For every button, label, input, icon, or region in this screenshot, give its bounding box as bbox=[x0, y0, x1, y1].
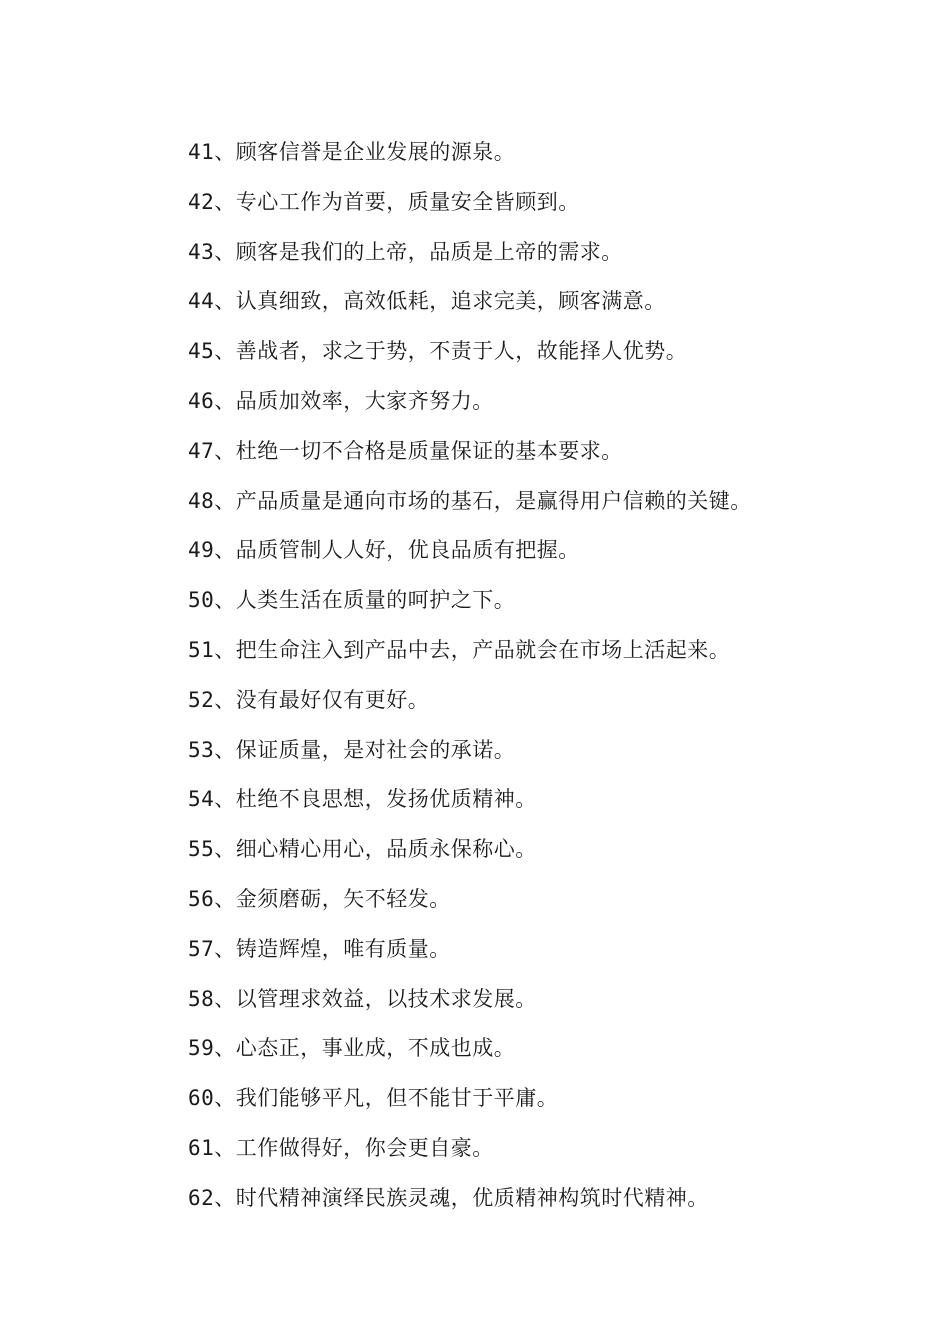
list-item: 42、专心工作为首要，质量安全皆顾到。 bbox=[188, 189, 580, 214]
list-item: 48、产品质量是通向市场的基石，是赢得用户信赖的关键。 bbox=[188, 488, 752, 513]
list-item: 49、品质管制人人好，优良品质有把握。 bbox=[188, 538, 580, 563]
list-item: 41、顾客信誉是企业发展的源泉。 bbox=[188, 140, 516, 164]
list-item: 52、没有最好仅有更好。 bbox=[188, 687, 430, 712]
list-item: 58、以管理求效益，以技术求发展。 bbox=[188, 986, 537, 1011]
list-item: 53、保证质量，是对社会的承诺。 bbox=[188, 737, 516, 762]
list-item: 55、细心精心用心，品质永保称心。 bbox=[188, 837, 537, 862]
list-item: 45、善战者，求之于势，不责于人，故能择人优势。 bbox=[188, 339, 688, 364]
list-item: 46、品质加效率，大家齐努力。 bbox=[188, 388, 494, 413]
slogan-list bbox=[188, 136, 752, 1232]
list-item: 51、把生命注入到产品中去，产品就会在市场上活起来。 bbox=[188, 637, 731, 662]
list-item: 57、铸造辉煌，唯有质量。 bbox=[188, 936, 451, 961]
list-item: 59、心态正，事业成，不成也成。 bbox=[188, 1036, 516, 1061]
list-item: 56、金须磨砺，矢不轻发。 bbox=[188, 886, 451, 911]
list-item: 62、时代精神演绎民族灵魂，优质精神构筑时代精神。 bbox=[188, 1185, 709, 1210]
list-item: 60、我们能够平凡，但不能甘于平庸。 bbox=[188, 1086, 559, 1111]
list-item: 43、顾客是我们的上帝，品质是上帝的需求。 bbox=[188, 239, 623, 264]
list-item: 61、工作做得好，你会更自豪。 bbox=[188, 1135, 494, 1160]
list-item: 54、杜绝不良思想，发扬优质精神。 bbox=[188, 787, 537, 812]
list-item: 50、人类生活在质量的呵护之下。 bbox=[188, 588, 516, 613]
list-item: 47、杜绝一切不合格是质量保证的基本要求。 bbox=[188, 438, 623, 463]
list-item: 44、认真细致，高效低耗，追求完美，顾客满意。 bbox=[188, 289, 666, 314]
